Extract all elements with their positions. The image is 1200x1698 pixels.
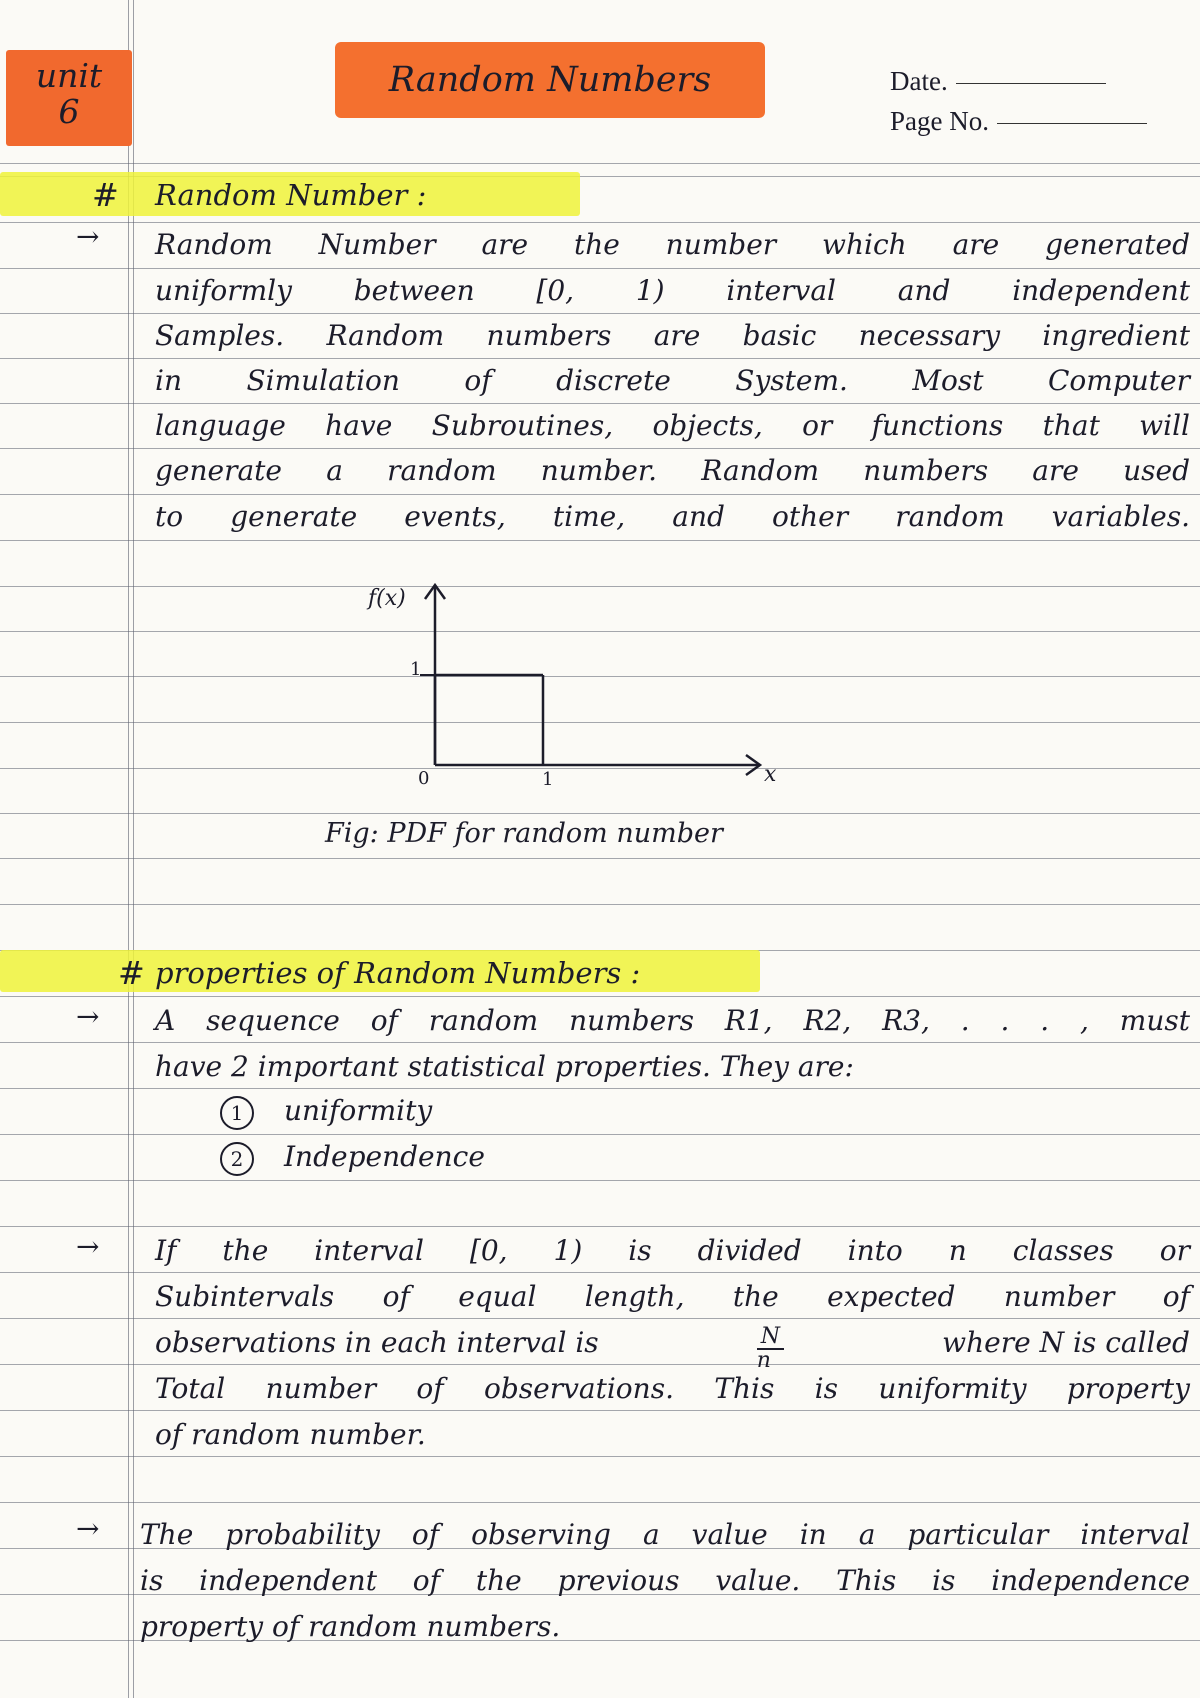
y-axis-label: f(x) — [368, 586, 406, 611]
hash-bullet: # — [118, 954, 145, 992]
paragraph-line: Subintervals of equal length, the expected number of — [155, 1280, 1190, 1313]
y-tick-label: 1 — [410, 659, 422, 680]
fraction-numerator: N — [757, 1326, 784, 1350]
page-title-text: Random Numbers — [388, 60, 712, 100]
x-tick-label-1: 1 — [542, 769, 554, 790]
margin-line-right — [133, 0, 134, 1698]
hash-bullet: # — [92, 176, 119, 214]
page-number-field — [890, 106, 1147, 137]
unit-label: unit — [35, 56, 103, 95]
paragraph-line: Random Number are the number which are generated — [155, 228, 1190, 261]
list-text: uniformity — [284, 1094, 433, 1127]
page-number-label: Page No. — [890, 106, 989, 136]
arrow-bullet: → — [76, 1512, 100, 1545]
list-number: 2 — [220, 1142, 254, 1176]
section-heading: properties of Random Numbers : — [155, 956, 641, 990]
paragraph-line: have 2 important statistical properties. They are: — [155, 1050, 854, 1083]
list-text: Independence — [284, 1140, 485, 1173]
paragraph-line: property of random numbers. — [140, 1610, 561, 1643]
series-layer — [435, 675, 543, 765]
paragraph-line: The probability of observing a value in a particular interval — [140, 1518, 1190, 1551]
line-segment: where N is called — [942, 1326, 1190, 1359]
list-number: 1 — [220, 1096, 254, 1130]
paragraph-line: in Simulation of discrete System. Most Computer — [155, 364, 1190, 397]
margin-line-left — [128, 0, 129, 1698]
paragraph-line: uniformly between [0, 1) interval and independent — [155, 274, 1190, 307]
unit-box — [6, 50, 132, 146]
paragraph-line: Total number of observations. This is uniformity property — [155, 1372, 1190, 1405]
paragraph-line: is independent of the previous value. This is independence — [140, 1564, 1190, 1597]
list-item — [220, 1140, 485, 1176]
fraction-denominator: n — [756, 1348, 771, 1373]
paragraph-line — [155, 1326, 1190, 1372]
paragraph-line: language have Subroutines, objects, or functions that will — [155, 409, 1190, 442]
section-heading: Random Number : — [155, 178, 427, 212]
date-label: Date. — [890, 66, 948, 96]
paragraph-line: A sequence of random numbers R1, R2, R3, . . . , must — [155, 1004, 1190, 1037]
figure-caption: Fig: PDF for random number — [325, 818, 723, 849]
arrow-bullet: → — [76, 1230, 100, 1263]
x-tick-label-0: 0 — [418, 768, 430, 789]
page-title — [335, 42, 765, 118]
pdf-chart — [360, 575, 830, 795]
arrow-bullet: → — [76, 1000, 100, 1033]
paragraph-line: If the interval [0, 1) is divided into n classes or — [155, 1234, 1190, 1267]
paragraph-line: Samples. Random numbers are basic necessary ingredient — [155, 319, 1190, 352]
x-axis-label: x — [764, 762, 777, 787]
fraction-n-over-n — [757, 1326, 784, 1372]
paragraph-line: to generate events, time, and other random variables. — [155, 500, 1190, 533]
line-segment: observations in each interval is — [155, 1326, 599, 1359]
list-item — [220, 1094, 432, 1130]
arrow-bullet: → — [76, 220, 100, 253]
date-field — [890, 66, 1106, 97]
paragraph-line: of random number. — [155, 1418, 426, 1451]
paragraph-line: generate a random number. Random numbers are used — [155, 454, 1190, 487]
unit-number: 6 — [58, 92, 80, 131]
